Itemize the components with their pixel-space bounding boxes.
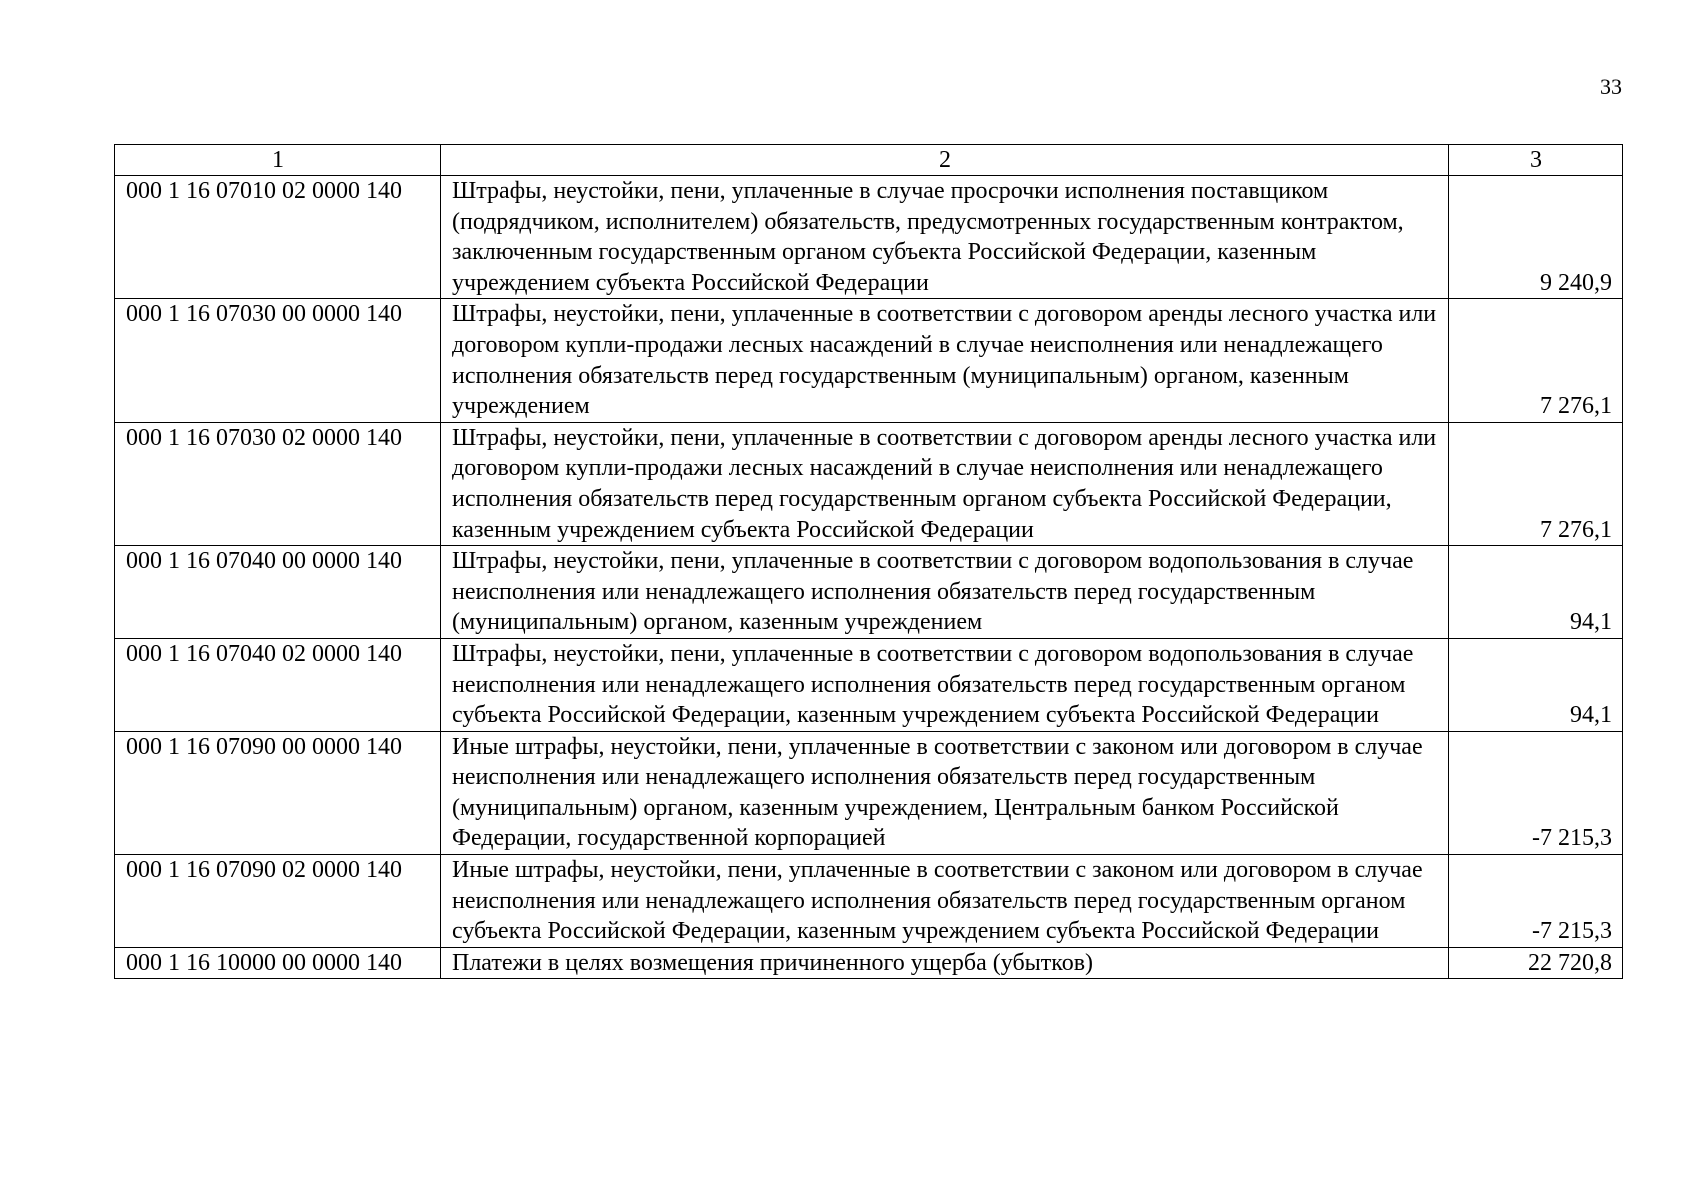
- description-cell: Иные штрафы, неустойки, пени, уплаченные в соответствии с законом или договором в случае неисполнения или ненадлежащего исполнения обязательств перед государственным (муниципальным) органом, казенным учреждением, Центральным банком Российской Федерации, государственной корпорацией: [441, 731, 1449, 854]
- description-cell: Иные штрафы, неустойки, пени, уплаченные в соответствии с законом или договором в случае неисполнения или ненадлежащего исполнения обязательств перед государственным органом субъекта Российской Федерации, казенным учреждением субъекта Российской Федерации: [441, 855, 1449, 948]
- table-body: [115, 176, 1623, 979]
- description-cell: Штрафы, неустойки, пени, уплаченные в соответствии с договором аренды лесного участка или договором купли-продажи лесных насаждений в случае неисполнения или ненадлежащего исполнения обязательств перед государственным (муниципальным) органом, казенным учреждением: [441, 299, 1449, 422]
- description-cell: Штрафы, неустойки, пени, уплаченные в случае просрочки исполнения поставщиком (подрядчиком, исполнителем) обязательств, предусмотренных государственным контрактом, заключенным государственным органом субъекта Российской Федерации, казенным учреждением субъекта Российской Федерации: [441, 176, 1449, 299]
- code-cell: 000 1 16 07090 00 0000 140: [115, 731, 441, 854]
- table-row: [115, 299, 1623, 422]
- page-number: 33: [1600, 74, 1622, 99]
- code-cell: 000 1 16 07090 02 0000 140: [115, 855, 441, 948]
- value-cell: 22 720,8: [1449, 947, 1623, 979]
- value-cell: 9 240,9: [1449, 176, 1623, 299]
- value-cell: 7 276,1: [1449, 422, 1623, 545]
- table-row: [115, 731, 1623, 854]
- value-cell: -7 215,3: [1449, 855, 1623, 948]
- column-header-3: 3: [1449, 145, 1623, 176]
- table-header: [115, 145, 1623, 176]
- description-cell: Платежи в целях возмещения причиненного ущерба (убытков): [441, 947, 1449, 979]
- table-row: [115, 947, 1623, 979]
- table-row: [115, 546, 1623, 639]
- value-cell: -7 215,3: [1449, 731, 1623, 854]
- table-row: [115, 638, 1623, 731]
- value-cell: 7 276,1: [1449, 299, 1623, 422]
- code-cell: 000 1 16 10000 00 0000 140: [115, 947, 441, 979]
- header-row: [115, 145, 1623, 176]
- code-cell: 000 1 16 07040 02 0000 140: [115, 638, 441, 731]
- description-cell: Штрафы, неустойки, пени, уплаченные в соответствии с договором аренды лесного участка или договором купли-продажи лесных насаждений в случае неисполнения или ненадлежащего исполнения обязательств перед государственным органом субъекта Российской Федерации, казенным учреждением субъекта Российской Федерации: [441, 422, 1449, 545]
- description-cell: Штрафы, неустойки, пени, уплаченные в соответствии с договором водопользования в случае неисполнения или ненадлежащего исполнения обязательств перед государственным органом субъекта Российской Федерации, казенным учреждением субъекта Российской Федерации: [441, 638, 1449, 731]
- column-header-2: 2: [441, 145, 1449, 176]
- table-row: [115, 855, 1623, 948]
- table-row: [115, 422, 1623, 545]
- code-cell: 000 1 16 07030 00 0000 140: [115, 299, 441, 422]
- table-row: [115, 176, 1623, 299]
- code-cell: 000 1 16 07010 02 0000 140: [115, 176, 441, 299]
- code-cell: 000 1 16 07040 00 0000 140: [115, 546, 441, 639]
- budget-revenue-table: [114, 144, 1623, 979]
- value-cell: 94,1: [1449, 638, 1623, 731]
- code-cell: 000 1 16 07030 02 0000 140: [115, 422, 441, 545]
- description-cell: Штрафы, неустойки, пени, уплаченные в соответствии с договором водопользования в случае неисполнения или ненадлежащего исполнения обязательств перед государственным (муниципальным) органом, казенным учреждением: [441, 546, 1449, 639]
- column-header-1: 1: [115, 145, 441, 176]
- value-cell: 94,1: [1449, 546, 1623, 639]
